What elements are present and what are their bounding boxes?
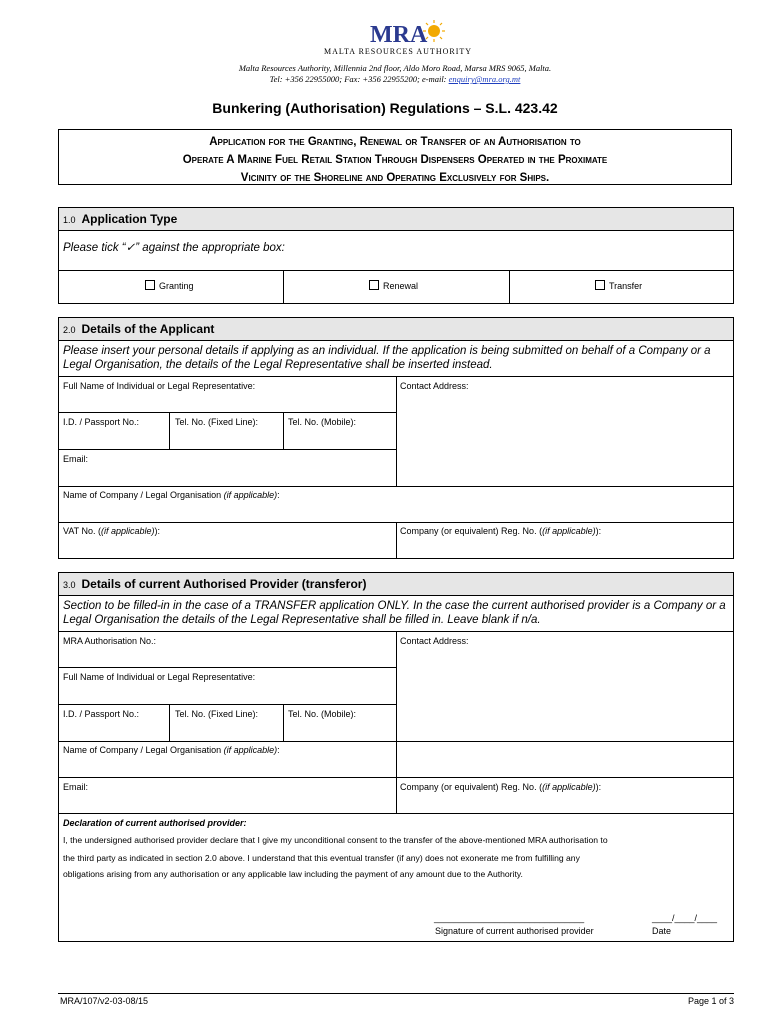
tel-fixed-field[interactable]: Tel. No. (Fixed Line):: [175, 417, 259, 427]
divider: [396, 777, 397, 813]
section-header: [59, 208, 733, 231]
full-name-field[interactable]: Full Name of Individual or Legal Representative:: [63, 381, 256, 391]
application-title-box: [58, 129, 732, 185]
divider: [169, 412, 170, 449]
section-number: 1.0: [63, 215, 76, 225]
section-title: Application Type: [81, 212, 178, 226]
contact-address-field[interactable]: Contact Address:: [400, 636, 469, 646]
option-label: Granting: [159, 281, 194, 291]
id-passport-field[interactable]: I.D. / Passport No.:: [63, 417, 140, 427]
section-number: 3.0: [63, 580, 76, 590]
checkbox-granting[interactable]: [145, 280, 155, 290]
field-label: Company (or equivalent) Reg. No.: [400, 782, 540, 792]
logo-subtitle: MALTA RESOURCES AUTHORITY: [323, 47, 473, 56]
declaration-text-line3: obligations arising from any authorisation or any applicable law including the payment of any amount due to the Authority.: [63, 869, 523, 879]
company-name-field[interactable]: Name of Company / Legal Organisation (if applicable):: [63, 745, 280, 755]
field-qualifier: (if applicable): [223, 490, 278, 500]
divider: [396, 376, 397, 486]
section-header: [59, 318, 733, 341]
application-title-line1: Application for the Granting, Renewal or Transfer of an Authorisation to: [209, 136, 581, 148]
full-name-field[interactable]: Full Name of Individual or Legal Representative:: [63, 672, 256, 682]
vat-field[interactable]: VAT No. ((if applicable)):: [63, 526, 161, 536]
field-label: VAT No.: [63, 526, 99, 536]
option-label: Renewal: [383, 281, 419, 291]
divider: [59, 667, 396, 668]
divider: [283, 704, 284, 741]
divider: [396, 631, 397, 777]
divider: [59, 741, 733, 742]
checkbox-renewal[interactable]: [369, 280, 379, 290]
section-title: Details of the Applicant: [81, 322, 215, 336]
divider: [283, 270, 284, 304]
signature-label: Signature of current authorised provider: [435, 926, 594, 936]
tel-mobile-field[interactable]: Tel. No. (Mobile):: [288, 709, 357, 719]
signature-line[interactable]: ______________________________: [434, 913, 585, 923]
date-line[interactable]: ____/____/____: [652, 913, 718, 923]
section-current-provider: [58, 572, 734, 942]
date-label: Date: [652, 926, 672, 936]
section-instruction: Please insert your personal details if applying as an individual. If the application is being submitted on behalf of a Company or a Legal Organisation, the details of the Legal Representative shall be inserted instead.: [63, 345, 711, 371]
field-qualifier: (if applicable): [101, 526, 155, 536]
address-line: Malta Resources Authority, Millennia 2nd floor, Aldo Moro Road, Marsa MRS 9065, Malta.: [238, 63, 552, 73]
declaration-text-line2: the third party as indicated in section 2.0 above. I understand that this eventual transfer (if any) does not exonerate me from fulfilling any: [63, 853, 580, 863]
form-code: MRA/107/v2-03-08/15: [60, 996, 149, 1006]
declaration-title: Declaration of current authorised provider:: [63, 818, 247, 828]
mra-auth-no-field[interactable]: MRA Authorisation No.:: [63, 636, 157, 646]
contact-address-field[interactable]: Contact Address:: [400, 381, 469, 391]
divider: [509, 270, 510, 304]
section-instruction: Section to be filled-in in the case of a TRANSFER application ONLY. In the case the current authorised provider is a Company or a Legal Organisation the details of the Legal Representative shall be filled in. Leave blank if n/a.: [63, 600, 726, 626]
divider: [59, 813, 733, 814]
checkbox-transfer[interactable]: [595, 280, 605, 290]
company-name-field[interactable]: Name of Company / Legal Organisation (if applicable):: [63, 490, 280, 500]
logo-text: MRA: [370, 22, 428, 48]
option-transfer[interactable]: [595, 280, 642, 291]
application-title-line2: Operate A Marine Fuel Retail Station Through Dispensers Operated in the Proximate: [182, 154, 608, 166]
field-qualifier: (if applicable): [542, 526, 596, 536]
divider: [283, 412, 284, 449]
field-qualifier: (if applicable): [223, 745, 278, 755]
email-field[interactable]: Email:: [63, 782, 89, 792]
contact-tel-fax: Tel: +356 22955000; Fax: +356 22955200; e-mail:: [269, 74, 449, 84]
company-reg-field[interactable]: Company (or equivalent) Reg. No. ((if applicable)):: [400, 782, 602, 792]
field-qualifier: (if applicable): [542, 782, 596, 792]
section-header: [59, 573, 733, 596]
section-application-type: [58, 207, 734, 304]
tel-mobile-field[interactable]: Tel. No. (Mobile):: [288, 417, 357, 427]
section-title: Details of current Authorised Provider (transferor): [81, 577, 367, 591]
section-applicant-details: [58, 317, 734, 559]
divider: [59, 449, 396, 450]
page-number: Page 1 of 3: [687, 996, 734, 1006]
field-label: Name of Company / Legal Organisation: [63, 490, 224, 500]
divider: [59, 412, 396, 413]
divider: [396, 522, 397, 558]
field-label: Name of Company / Legal Organisation: [63, 745, 224, 755]
field-label: Company (or equivalent) Reg. No.: [400, 526, 540, 536]
section-number: 2.0: [63, 325, 76, 335]
contact-line: [150, 74, 640, 84]
email-field[interactable]: Email:: [63, 454, 89, 464]
section-instruction: Please tick “✓” against the appropriate box:: [63, 242, 285, 254]
id-passport-field[interactable]: I.D. / Passport No.:: [63, 709, 140, 719]
email-link[interactable]: enquiry@mra.org.mt: [448, 74, 521, 84]
option-label: Transfer: [609, 281, 643, 291]
divider: [59, 486, 733, 487]
regulation-title: Bunkering (Authorisation) Regulations – S.L. 423.42: [212, 100, 558, 116]
divider: [59, 270, 733, 271]
option-granting[interactable]: [145, 280, 194, 291]
option-renewal[interactable]: [369, 280, 418, 291]
tel-fixed-field[interactable]: Tel. No. (Fixed Line):: [175, 709, 259, 719]
divider: [59, 704, 396, 705]
company-reg-field[interactable]: Company (or equivalent) Reg. No. ((if applicable)):: [400, 526, 602, 536]
footer-divider: [58, 993, 734, 994]
divider: [169, 704, 170, 741]
application-title-line3: Vicinity of the Shoreline and Operating Exclusively for Ships.: [240, 172, 550, 184]
declaration-text-line1: I, the undersigned authorised provider declare that I give my unconditional consent to the transfer of the above-mentioned MRA authorisation to: [63, 835, 608, 845]
